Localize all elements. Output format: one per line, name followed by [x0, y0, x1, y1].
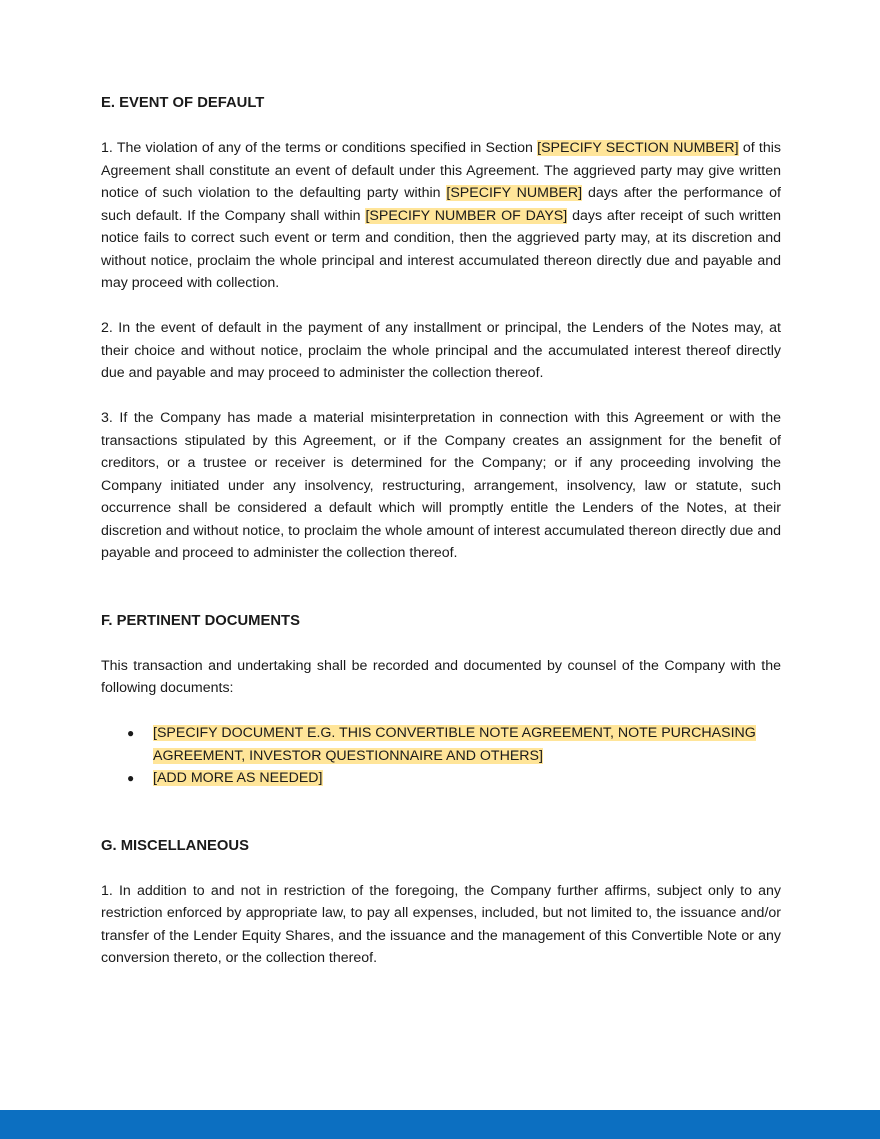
- spacer: [101, 790, 781, 835]
- section-e-paragraph-2: 2. In the event of default in the payment of any installment or principal, the Lenders of the Notes may, at their choice and without notice, proclaim the whole principal and the accumulated interest thereof directly due and payable and may proceed to administer the collection thereof.: [101, 320, 781, 381]
- text-run: days after receipt of such written notice fails to correct such event or term and condition, then the aggrieved party may, at its discretion and without notice, proclaim the whole principal and interest accumulated thereon directly due and payable and may proceed with collection.: [101, 207, 781, 291]
- footer-bar: [0, 1110, 880, 1139]
- section-f-heading: F. PERTINENT DOCUMENTS: [101, 612, 300, 629]
- documents-list: [101, 722, 781, 790]
- placeholder-number-of-days: [SPECIFY NUMBER OF DAYS]: [365, 207, 568, 224]
- spacer: [101, 700, 781, 723]
- spacer: [101, 385, 781, 408]
- list-item: [127, 767, 781, 790]
- section-g-paragraph-1: 1. In addition to and not in restriction of the foregoing, the Company further affirms, subject only to any restriction enforced by appropriate law, to pay all expenses, included, but not limited to, the issuance and/or transfer of the Lender Equity Shares, and the issuance and the management of this Convertible Note or any conversion thereto, or the collection thereof.: [101, 882, 781, 966]
- section-f-intro: This transaction and undertaking shall be recorded and documented by counsel of the Company with the following documents:: [101, 657, 781, 696]
- spacer: [101, 632, 781, 655]
- spacer: [101, 295, 781, 318]
- placeholder-section-number: [SPECIFY SECTION NUMBER]: [537, 140, 739, 156]
- section-g-heading: G. MISCELLANEOUS: [101, 837, 249, 854]
- spacer: [101, 857, 781, 880]
- spacer: [101, 115, 781, 138]
- list-item: [127, 722, 781, 767]
- bullet-icon: ●: [127, 726, 135, 740]
- placeholder-document: [SPECIFY DOCUMENT E.G. THIS CONVERTIBLE NOTE AGREEMENT, NOTE PURCHASING AGREEMENT, INVESTOR QUESTIONNAIRE AND OTHERS]: [153, 725, 756, 764]
- section-e-paragraph-1: [101, 137, 781, 295]
- section-e-heading: E. EVENT OF DEFAULT: [101, 95, 265, 111]
- placeholder-add-more: [ADD MORE AS NEEDED]: [153, 770, 323, 786]
- section-e-paragraph-3: 3. If the Company has made a material misinterpretation in connection with this Agreement or with the transactions stipulated by this Agreement, or if the Company creates an assignment for the benefit of creditors, or a trustee or receiver is determined for the Company; or if any proceeding involving the Company initiated under any insolvency, restructuring, arrangement, insolvency, law or statute, such occurrence shall be considered a default which will promptly entitle the Lenders of the Notes, at their discretion and without notice, to proclaim the whole amount of interest accumulated thereon directly due and payable and proceed to administer the collection thereof.: [101, 410, 781, 561]
- text-run: 1. The violation of any of the terms or conditions specified in Section: [101, 140, 538, 156]
- text-run: of this Agreement shall constitute an event of default under this Agreement. The aggrieved party may give written notice of such violation to the defaulting party within: [101, 140, 782, 201]
- spacer: [101, 565, 781, 610]
- text-run: days after the performance of such default. If the Company shall within: [101, 185, 781, 224]
- document-page: [101, 92, 781, 970]
- bullet-icon: ●: [127, 771, 135, 785]
- placeholder-number: [SPECIFY NUMBER]: [446, 185, 583, 201]
